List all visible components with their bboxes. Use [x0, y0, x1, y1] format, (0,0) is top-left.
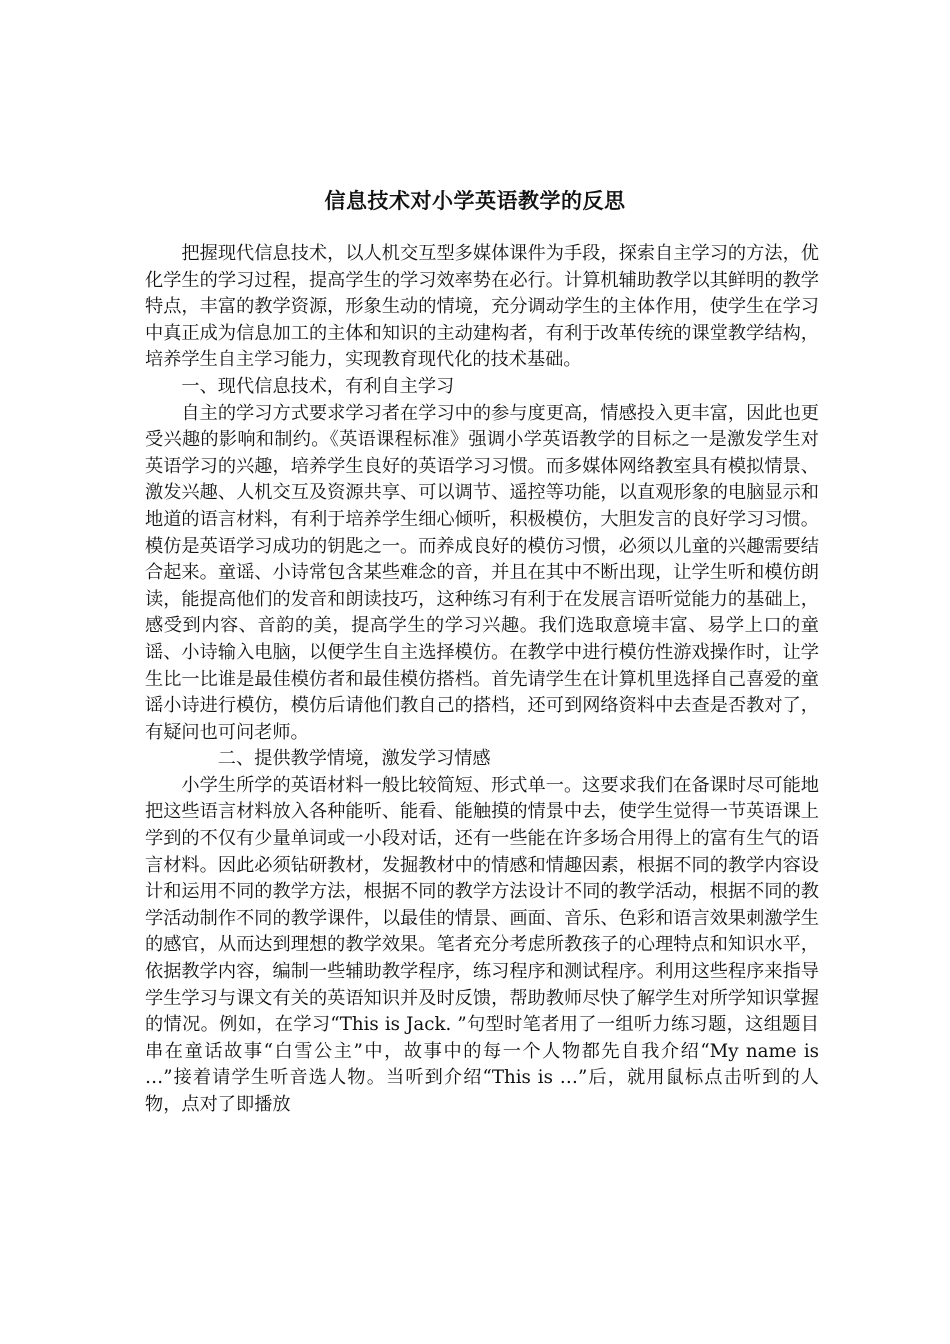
paragraph-intro: 把握现代信息技术，以人机交互型多媒体课件为手段，探索自主学习的方法，优化学生的学习过程，提高学生的学习效率势在必行。计算机辅助教学以其鲜明的教学特点，丰富的教学资源，形象生动的情境，充分调动学生的主体作用，使学生在学习中真正成为信息加工的主体和知识的主动建构者，有利于改革传统的课堂教学结构，培养学生自主学习能力，实现教育现代化的技术基础。: [145, 243, 819, 371]
section-heading-1: 一、现代信息技术，有利自主学习: [181, 375, 455, 397]
paragraph-section-2: 小学生所学的英语材料一般比较简短、形式单一。这要求我们在备课时尽可能地把这些语言材料放入各种能听、能看、能触摸的情景中去，使学生觉得一节英语课上学到的不仅有少量单词或一小段对话，还有一些能在许多场合用得上的富有生气的语言材料。因此必须钻研教材，发掘教材中的情感和情趣因素，根据不同的教学内容设计和运用不同的教学方法，根据不同的教学方法设计不同的教学活动，根据不同的教学活动制作不同的教学课件，以最佳的情景、画面、音乐、色彩和语言效果刺激学生的感官，从而达到理想的教学效果。笔者充分考虑所教孩子的心理特点和知识水平，依据教学内容，编制一些辅助教学程序，练习程序和测试程序。利用这些程序来指导学生学习与课文有关的英语知识并及时反馈，帮助教师尽快了解学生对所学知识掌握的情况。例如，在学习“This is Jack. ”句型时笔者用了一组听力练习题，这组题目串在童话故事“白雪公主”中，故事中的每一个人物都先自我介绍“My name is …”接着请学生听音选人物。当听到介绍“This is …”后，就用鼠标点击听到的人物，点对了即播放: [145, 774, 819, 1115]
document-body: [145, 241, 819, 1119]
paragraph-section-1: 自主的学习方式要求学习者在学习中的参与度更高，情感投入更丰富，因此也更受兴趣的影响和制约。《英语课程标准》强调小学英语教学的目标之一是激发学生对英语学习的兴趣，培养学生良好的英语学习习惯。而多媒体网络教室具有模拟情景、激发兴趣、人机交互及资源共享、可以调节、遥控等功能，以直观形象的电脑显示和地道的语言材料，有利于培养学生细心倾听，积极模仿，大胆发言的良好学习习惯。模仿是英语学习成功的钥匙之一。而养成良好的模仿习惯，必须以儿童的兴趣需要结合起来。童谣、小诗常包含某些难念的音，并且在其中不断出现，让学生听和模仿朗读，能提高他们的发音和朗读技巧，这种练习有利于在发展言语听觉能力的基础上，感受到内容、音韵的美，提高学生的学习兴趣。我们选取意境丰富、易学上口的童谣、小诗输入电脑，以便学生自主选择模仿。在教学中进行模仿性游戏操作时，让学生比一比谁是最佳模仿者和最佳模仿搭档。首先请学生在计算机里选择自己喜爱的童谣小诗进行模仿，模仿后请他们教自己的搭档，还可到网络资料中去查是否教对了，有疑问也可问老师。: [145, 402, 819, 743]
document-title: 信息技术对小学英语教学的反思: [324, 189, 626, 213]
section-heading-2: 二、提供教学情境，激发学习情感: [217, 748, 491, 770]
